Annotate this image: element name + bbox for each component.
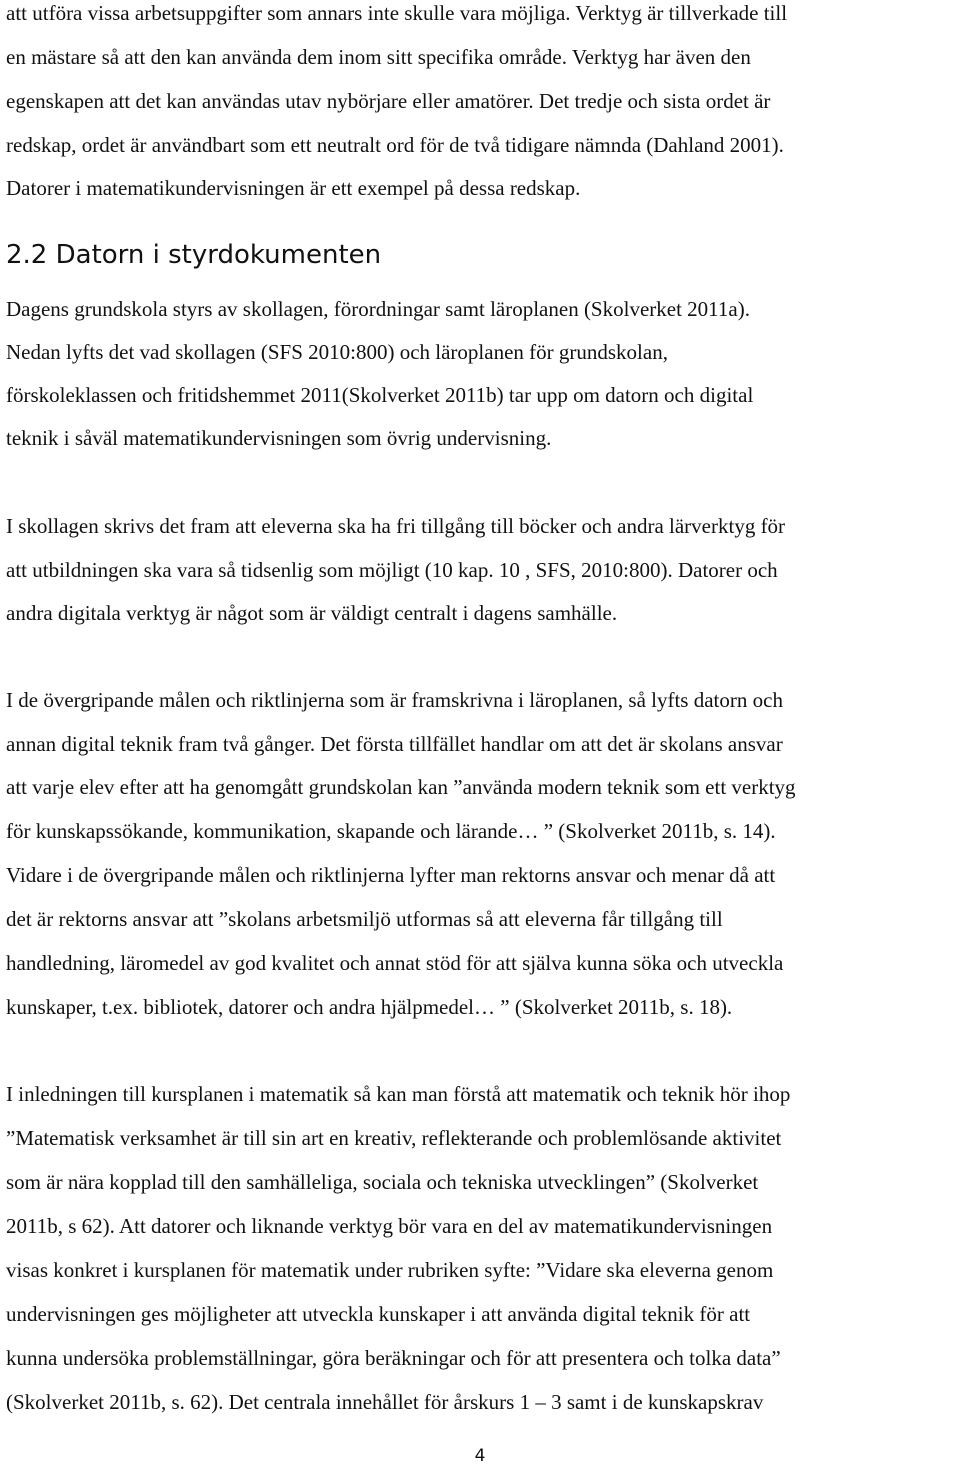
text-line: 2011b, s 62). Att datorer och liknande verktyg bör vara en del av matematikundervisningen — [6, 1214, 773, 1238]
text-line: teknik i såväl matematikundervisningen som övrig undervisning. — [6, 426, 552, 450]
text-line: förskoleklassen och fritidshemmet 2011(Skolverket 2011b) tar upp om datorn och digital — [6, 383, 754, 407]
text-line: I skollagen skrivs det fram att eleverna ska ha fri tillgång till böcker och andra lärverktyg för — [6, 514, 786, 538]
text-line: för kunskapssökande, kommunikation, skapande och lärande… ” (Skolverket 2011b, s. 14). — [6, 819, 776, 843]
text-line: (Skolverket 2011b, s. 62). Det centrala innehållet för årskurs 1 – 3 samt i de kunskapskrav — [6, 1390, 764, 1414]
text-line: undervisningen ges möjligheter att utveckla kunskaper i att använda digital teknik för att — [6, 1302, 751, 1326]
text-line: annan digital teknik fram två gånger. Det första tillfället handlar om att det är skolans ansvar — [6, 732, 783, 756]
text-line: redskap, ordet är användbart som ett neutralt ord för de två tidigare nämnda (Dahland 2001). — [6, 133, 784, 157]
text-line: kunskaper, t.ex. bibliotek, datorer och andra hjälpmedel… ” (Skolverket 2011b, s. 18). — [6, 995, 733, 1019]
text-line: Vidare i de övergripande målen och riktlinjerna lyfter man rektorns ansvar och menar då att — [6, 863, 776, 887]
text-line: andra digitala verktyg är något som är väldigt centralt i dagens samhälle. — [6, 601, 618, 625]
text-line: att utbildningen ska vara så tidsenlig som möjligt (10 kap. 10 , SFS, 2010:800). Datorer och — [6, 558, 778, 582]
text-line: Nedan lyfts det vad skollagen (SFS 2010:800) och läroplanen för grundskolan, — [6, 340, 668, 364]
text-line: I de övergripande målen och riktlinjerna som är framskrivna i läroplanen, så lyfts datorn och — [6, 688, 783, 712]
page-number: 4 — [474, 1446, 486, 1466]
text-line: att varje elev efter att ha genomgått grundskolan kan ”använda modern teknik som ett verktyg — [6, 775, 796, 799]
text-line: att utföra vissa arbetsuppgifter som annars inte skulle vara möjliga. Verktyg är tillverkade till — [6, 1, 788, 25]
text-line: handledning, läromedel av god kvalitet och annat stöd för att själva kunna söka och utveckla — [6, 951, 784, 975]
text-line: det är rektorns ansvar att ”skolans arbetsmiljö utformas så att eleverna får tillgång till — [6, 907, 723, 931]
text-line: ”Matematisk verksamhet är till sin art en kreativ, reflekterande och problemlösande aktivitet — [6, 1126, 782, 1150]
text-line: Dagens grundskola styrs av skollagen, förordningar samt läroplanen (Skolverket 2011a). — [6, 297, 750, 321]
text-line: kunna undersöka problemställningar, göra beräkningar och för att presentera och tolka data” — [6, 1346, 781, 1370]
text-line: visas konkret i kursplanen för matematik under rubriken syfte: ”Vidare ska eleverna genom — [6, 1258, 774, 1282]
text-line: en mästare så att den kan använda dem inom sitt specifika område. Verktyg har även den — [6, 45, 751, 69]
text-line: egenskapen att det kan användas utav nybörjare eller amatörer. Det tredje och sista ordet är — [6, 89, 771, 113]
text-line: som är nära kopplad till den samhälleliga, sociala och tekniska utvecklingen” (Skolverket — [6, 1170, 759, 1194]
text-line: I inledningen till kursplanen i matematik så kan man förstå att matematik och teknik hör ihop — [6, 1082, 791, 1106]
text-line: Datorer i matematikundervisningen är ett exempel på dessa redskap. — [6, 176, 581, 200]
section-heading: 2.2 Datorn i styrdokumenten — [6, 240, 382, 270]
